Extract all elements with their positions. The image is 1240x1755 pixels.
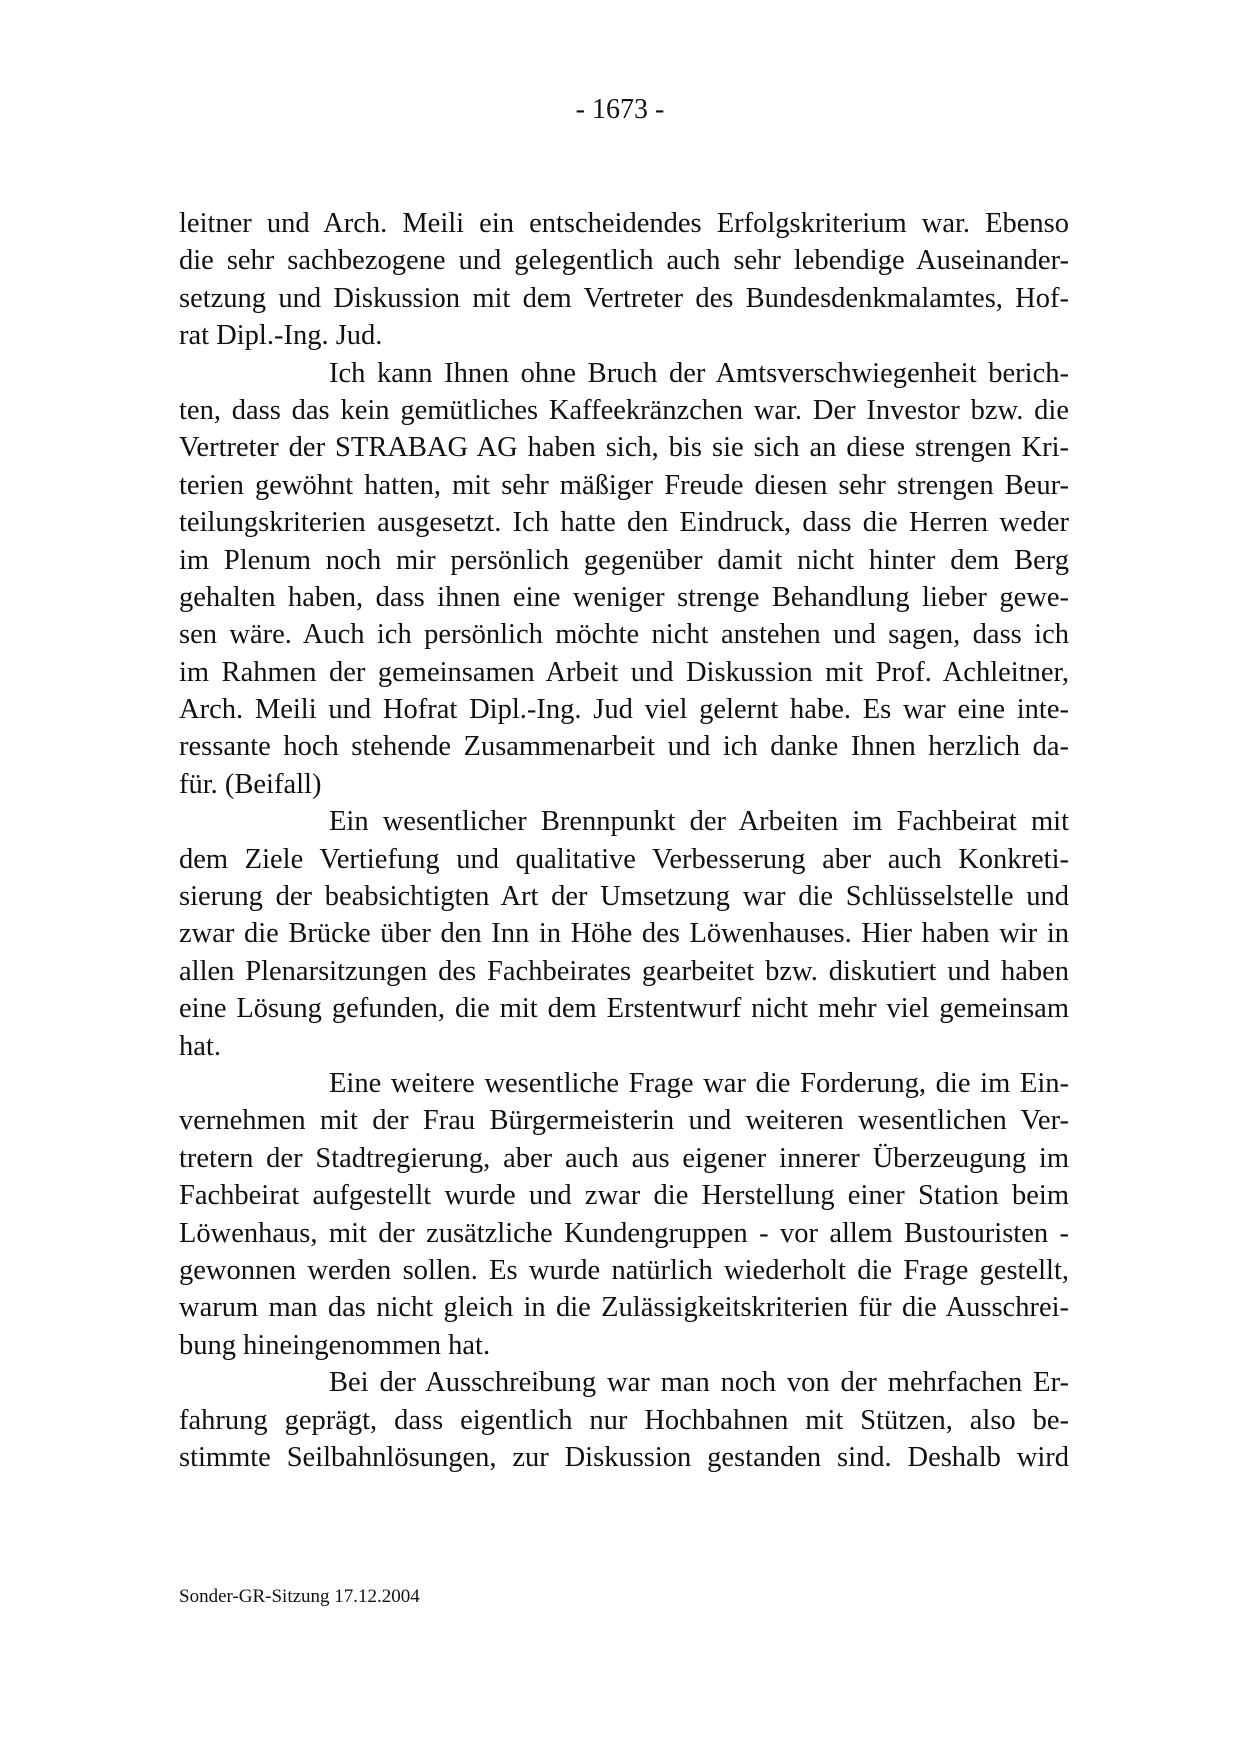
- text-line: Ich kann Ihnen ohne Bruch der Amtsverschwiegenheit berich-: [329, 357, 1069, 389]
- text-line: Bei der Ausschreibung war man noch von der mehrfachen Er-: [329, 1367, 1069, 1399]
- text-line: terien gewöhnt hatten, mit sehr mäßiger Freude diesen sehr strengen Beur-: [179, 469, 1069, 501]
- text-line: allen Plenarsitzungen des Fachbeirates gearbeitet bzw. diskutiert und haben: [179, 955, 1069, 987]
- text-line: ressante hoch stehende Zusammenarbeit und ich danke Ihnen herzlich da-: [179, 731, 1069, 763]
- footer-session-label: Sonder-GR-Sitzung 17.12.2004: [179, 1586, 420, 1607]
- text-line: im Rahmen der gemeinsamen Arbeit und Diskussion mit Prof. Achleitner,: [179, 656, 1069, 688]
- text-line: ten, dass das kein gemütliches Kaffeekränzchen war. Der Investor bzw. die: [179, 394, 1069, 426]
- text-line: gehalten haben, dass ihnen eine weniger strenge Behandlung lieber gewe-: [179, 581, 1069, 613]
- text-line: Vertreter der STRABAG AG haben sich, bis sie sich an diese strengen Kri-: [179, 432, 1069, 464]
- text-line: eine Lösung gefunden, die mit dem Erstentwurf nicht mehr viel gemeinsam: [179, 993, 1069, 1025]
- text-line: dem Ziele Vertiefung und qualitative Verbesserung aber auch Konkreti-: [179, 843, 1069, 875]
- text-line: warum man das nicht gleich in die Zulässigkeitskriterien für die Ausschrei-: [179, 1292, 1069, 1324]
- text-line: zwar die Brücke über den Inn in Höhe des Löwenhauses. Hier haben wir in: [179, 918, 1069, 950]
- text-line: Löwenhaus, mit der zusätzliche Kundengruppen - vor allem Bustouristen -: [179, 1217, 1069, 1249]
- text-line: Arch. Meili und Hofrat Dipl.-Ing. Jud viel gelernt habe. Es war eine inte-: [179, 694, 1069, 726]
- text-line: Eine weitere wesentliche Frage war die Forderung, die im Ein-: [329, 1067, 1069, 1099]
- text-line: leitner und Arch. Meili ein entscheidendes Erfolgskriterium war. Ebenso: [179, 208, 1069, 239]
- text-line: bung hineingenommen hat.: [179, 1329, 491, 1361]
- text-line: sierung der beabsichtigten Art der Umsetzung war die Schlüsselstelle und: [179, 881, 1069, 913]
- text-line: gewonnen werden sollen. Es wurde natürlich wiederholt die Frage gestellt,: [179, 1254, 1069, 1286]
- text-line: teilungskriterien ausgesetzt. Ich hatte den Eindruck, dass die Herren weder: [179, 507, 1069, 539]
- text-line: setzung und Diskussion mit dem Vertreter des Bundesdenkmalamtes, Hof-: [179, 282, 1069, 314]
- text-line: im Plenum noch mir persönlich gegenüber damit nicht hinter dem Berg: [179, 544, 1069, 576]
- text-line: Ein wesentlicher Brennpunkt der Arbeiten im Fachbeirat mit: [329, 806, 1069, 838]
- text-line: hat.: [179, 1030, 221, 1062]
- page-number: - 1673 -: [575, 94, 665, 125]
- text-line: vernehmen mit der Frau Bürgermeisterin und weiteren wesentlichen Ver-: [179, 1105, 1069, 1137]
- text-line: die sehr sachbezogene und gelegentlich auch sehr lebendige Auseinander-: [179, 245, 1069, 277]
- text-line: Fachbeirat aufgestellt wurde und zwar die Herstellung einer Station beim: [179, 1180, 1069, 1212]
- text-line: tretern der Stadtregierung, aber auch aus eigener innerer Überzeugung im: [179, 1142, 1069, 1174]
- text-line: rat Dipl.-Ing. Jud.: [179, 320, 383, 352]
- text-line: sen wäre. Auch ich persönlich möchte nicht anstehen und sagen, dass ich: [179, 619, 1069, 651]
- text-line: für. (Beifall): [179, 768, 322, 800]
- text-line: stimmte Seilbahnlösungen, zur Diskussion gestanden sind. Deshalb wird: [179, 1441, 1069, 1473]
- body-text: [179, 205, 1069, 1476]
- text-line: fahrung geprägt, dass eigentlich nur Hochbahnen mit Stützen, also be-: [179, 1404, 1069, 1436]
